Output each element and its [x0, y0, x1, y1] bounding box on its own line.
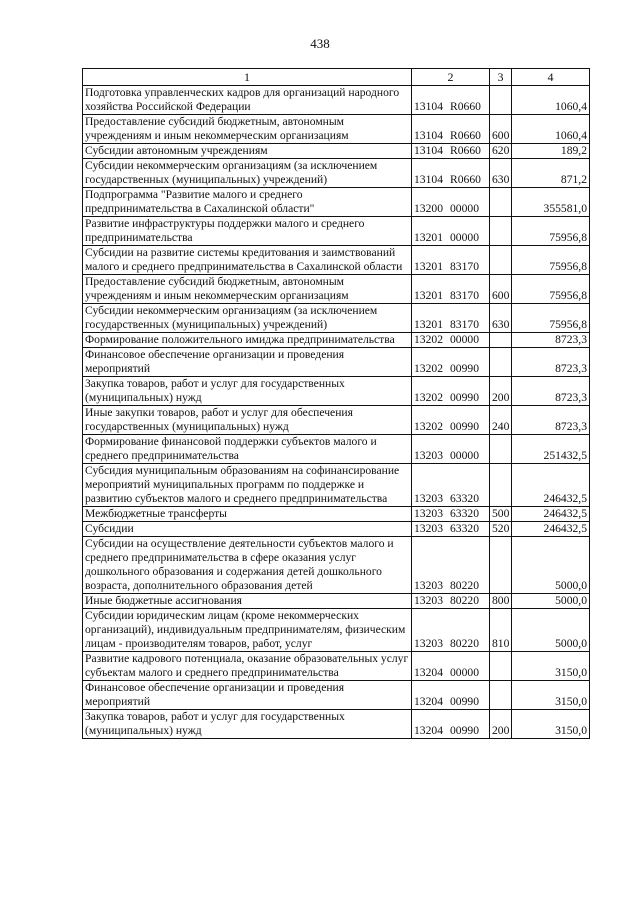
row-sum: 246432,5 [512, 507, 590, 522]
row-code [412, 710, 490, 739]
row-name: Субсидии некоммерческим организациям (за исключением государственных (муниципальных) учреждений) [83, 159, 412, 188]
row-code-direction: 63320 [450, 507, 479, 520]
row-code [412, 333, 490, 348]
row-code [412, 406, 490, 435]
table-row [83, 188, 590, 217]
row-code-direction: 00000 [450, 202, 479, 215]
row-name: Подготовка управленческих кадров для организаций народного хозяйства Российской Федерации [83, 86, 412, 115]
row-code [412, 115, 490, 144]
row-code [412, 681, 490, 710]
row-sum: 246432,5 [512, 464, 590, 507]
table-row [83, 159, 590, 188]
row-code-program: 13104 [414, 173, 443, 186]
row-sum: 3150,0 [512, 710, 590, 739]
table-row [83, 507, 590, 522]
row-code-program: 13200 [414, 202, 443, 215]
table-row [83, 246, 590, 275]
row-expense-type [490, 681, 512, 710]
row-name: Межбюджетные трансферты [83, 507, 412, 522]
row-name: Предоставление субсидий бюджетным, автономным учреждениям и иным некоммерческим организациям [83, 275, 412, 304]
table-row [83, 86, 590, 115]
row-sum: 5000,0 [512, 537, 590, 594]
row-sum: 1060,4 [512, 86, 590, 115]
row-name: Субсидии юридическим лицам (кроме некоммерческих организаций), индивидуальным предпринимателям, физическим лицам - производителям товаров, работ, услуг [83, 609, 412, 652]
row-expense-type [490, 652, 512, 681]
row-name: Субсидии [83, 522, 412, 537]
row-code-program: 13202 [414, 420, 443, 433]
table-row [83, 348, 590, 377]
row-sum: 75956,8 [512, 217, 590, 246]
row-sum: 8723,3 [512, 406, 590, 435]
row-code-direction: 80220 [450, 637, 479, 650]
row-code-direction: 63320 [450, 522, 479, 535]
row-code-program: 13201 [414, 260, 443, 273]
row-code-program: 13203 [414, 579, 443, 592]
row-expense-type [490, 333, 512, 348]
row-code [412, 377, 490, 406]
table-row [83, 681, 590, 710]
row-expense-type: 240 [490, 406, 512, 435]
row-code-direction: 83170 [450, 289, 479, 302]
table-header [83, 69, 590, 86]
row-code-direction: 00000 [450, 333, 479, 346]
row-name: Субсидия муниципальным образованиям на софинансирование мероприятий муниципальных программ по поддержке и развитию субъектов малого и среднего предпринимательства [83, 464, 412, 507]
row-code-direction: 00000 [450, 231, 479, 244]
row-code-program: 13202 [414, 333, 443, 346]
row-name: Субсидии на осуществление деятельности субъектов малого и среднего предпринимательства в сфере оказания услуг дошкольного образования и содержания детей дошкольного возраста, дополнительного образования детей [83, 537, 412, 594]
table-row [83, 522, 590, 537]
row-name: Закупка товаров, работ и услуг для государственных (муниципальных) нужд [83, 377, 412, 406]
row-code-direction: 00990 [450, 695, 479, 708]
row-code-program: 13203 [414, 522, 443, 535]
row-expense-type: 500 [490, 507, 512, 522]
row-code [412, 594, 490, 609]
row-sum: 3150,0 [512, 652, 590, 681]
row-code [412, 348, 490, 377]
row-expense-type [490, 188, 512, 217]
row-code-program: 13201 [414, 289, 443, 302]
row-name: Иные бюджетные ассигнования [83, 594, 412, 609]
row-code-direction: R0660 [450, 144, 481, 157]
row-sum: 5000,0 [512, 594, 590, 609]
header-col-3: 3 [490, 69, 512, 86]
row-sum: 871,2 [512, 159, 590, 188]
row-name: Формирование положительного имиджа предпринимательства [83, 333, 412, 348]
row-name: Предоставление субсидий бюджетным, автономным учреждениям и иным некоммерческим организациям [83, 115, 412, 144]
row-sum: 8723,3 [512, 333, 590, 348]
row-name: Иные закупки товаров, работ и услуг для обеспечения государственных (муниципальных) нужд [83, 406, 412, 435]
table-row [83, 217, 590, 246]
row-code-direction: 80220 [450, 579, 479, 592]
table-row [83, 144, 590, 159]
row-code-program: 13104 [414, 100, 443, 113]
row-code [412, 435, 490, 464]
table-row [83, 115, 590, 144]
row-code-program: 13203 [414, 637, 443, 650]
header-row [83, 69, 590, 86]
row-code-program: 13204 [414, 666, 443, 679]
row-code [412, 275, 490, 304]
row-code-direction: 00000 [450, 666, 479, 679]
row-expense-type [490, 86, 512, 115]
row-name: Формирование финансовой поддержки субъектов малого и среднего предпринимательства [83, 435, 412, 464]
table-row [83, 609, 590, 652]
header-col-4: 4 [512, 69, 590, 86]
row-expense-type: 520 [490, 522, 512, 537]
row-expense-type: 600 [490, 115, 512, 144]
row-code [412, 217, 490, 246]
table-row [83, 710, 590, 739]
row-sum: 355581,0 [512, 188, 590, 217]
row-code-direction: 63320 [450, 492, 479, 505]
row-name: Субсидии на развитие системы кредитования и заимствований малого и среднего предпринимательства в Сахалинской области [83, 246, 412, 275]
row-sum: 3150,0 [512, 681, 590, 710]
row-code [412, 537, 490, 594]
row-code-program: 13202 [414, 391, 443, 404]
row-code [412, 246, 490, 275]
row-code [412, 159, 490, 188]
row-sum: 75956,8 [512, 246, 590, 275]
table-row [83, 377, 590, 406]
row-name: Финансовое обеспечение организации и проведения мероприятий [83, 348, 412, 377]
row-name: Подпрограмма "Развитие малого и среднего предпринимательства в Сахалинской области" [83, 188, 412, 217]
row-code [412, 188, 490, 217]
row-sum: 251432,5 [512, 435, 590, 464]
row-sum: 5000,0 [512, 609, 590, 652]
row-code-program: 13201 [414, 231, 443, 244]
row-expense-type [490, 537, 512, 594]
table-row [83, 333, 590, 348]
row-code-direction: 80220 [450, 594, 479, 607]
row-code [412, 464, 490, 507]
row-code-direction: 00990 [450, 724, 479, 737]
table-body [83, 86, 590, 739]
row-name: Развитие кадрового потенциала, оказание образовательных услуг субъектам малого и среднего предпринимательства [83, 652, 412, 681]
row-sum: 75956,8 [512, 304, 590, 333]
row-name: Субсидии автономным учреждениям [83, 144, 412, 159]
row-name: Развитие инфраструктуры поддержки малого и среднего предпринимательства [83, 217, 412, 246]
row-sum: 75956,8 [512, 275, 590, 304]
row-sum: 1060,4 [512, 115, 590, 144]
row-code-program: 13203 [414, 594, 443, 607]
row-expense-type: 810 [490, 609, 512, 652]
row-code-program: 13204 [414, 724, 443, 737]
row-code-direction: 83170 [450, 318, 479, 331]
table-row [83, 304, 590, 333]
row-code-direction: R0660 [450, 100, 481, 113]
row-code [412, 652, 490, 681]
budget-table [82, 68, 590, 739]
row-expense-type: 200 [490, 377, 512, 406]
row-code-program: 13203 [414, 449, 443, 462]
row-name: Закупка товаров, работ и услуг для государственных (муниципальных) нужд [83, 710, 412, 739]
row-code [412, 144, 490, 159]
table-row [83, 652, 590, 681]
row-code-program: 13201 [414, 318, 443, 331]
header-col-2: 2 [412, 69, 490, 86]
row-code-direction: R0660 [450, 173, 481, 186]
row-code [412, 609, 490, 652]
header-col-1: 1 [83, 69, 412, 86]
row-code-direction: 83170 [450, 260, 479, 273]
row-sum: 189,2 [512, 144, 590, 159]
row-expense-type: 800 [490, 594, 512, 609]
row-code [412, 86, 490, 115]
row-code [412, 304, 490, 333]
row-sum: 8723,3 [512, 348, 590, 377]
table-row [83, 594, 590, 609]
row-expense-type [490, 435, 512, 464]
row-code-program: 13104 [414, 144, 443, 157]
row-expense-type: 630 [490, 304, 512, 333]
row-code-direction: 00990 [450, 362, 479, 375]
row-expense-type [490, 246, 512, 275]
row-code-program: 13203 [414, 507, 443, 520]
row-expense-type [490, 217, 512, 246]
table-row [83, 435, 590, 464]
row-code-program: 13204 [414, 695, 443, 708]
row-expense-type: 620 [490, 144, 512, 159]
row-expense-type: 200 [490, 710, 512, 739]
row-expense-type [490, 348, 512, 377]
row-expense-type: 630 [490, 159, 512, 188]
row-expense-type [490, 464, 512, 507]
row-expense-type: 600 [490, 275, 512, 304]
row-code-program: 13203 [414, 492, 443, 505]
row-code-program: 13202 [414, 362, 443, 375]
row-sum: 246432,5 [512, 522, 590, 537]
table-row [83, 537, 590, 594]
row-code-program: 13104 [414, 129, 443, 142]
row-sum: 8723,3 [512, 377, 590, 406]
row-code [412, 507, 490, 522]
row-name: Субсидии некоммерческим организациям (за исключением государственных (муниципальных) учреждений) [83, 304, 412, 333]
row-code-direction: 00000 [450, 449, 479, 462]
row-code-direction: 00990 [450, 391, 479, 404]
table-row [83, 464, 590, 507]
table-row [83, 275, 590, 304]
table-row [83, 406, 590, 435]
row-code-direction: 00990 [450, 420, 479, 433]
row-name: Финансовое обеспечение организации и проведения мероприятий [83, 681, 412, 710]
page-number: 438 [310, 36, 330, 51]
row-code-direction: R0660 [450, 129, 481, 142]
row-code [412, 522, 490, 537]
